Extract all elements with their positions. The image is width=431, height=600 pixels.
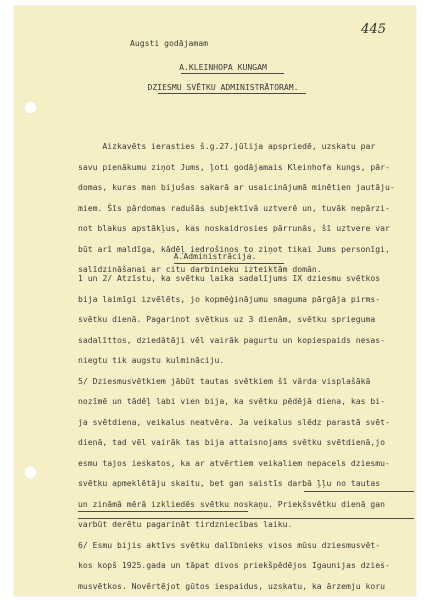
text-line: niegtu tik augstu kulmināciju. — [78, 355, 225, 365]
section-body — [78, 268, 390, 596]
underline — [174, 263, 284, 264]
text-line: bija laimīgi izvēlēts, jo kopmēģinājumu smaguma pārgāja pirms- — [78, 293, 381, 304]
greeting: Augsti godājamam — [130, 38, 208, 48]
text-line: 1 un 2/ Atzīstu, ka svētku laika sadalījums IX dziesmu svētkos — [78, 273, 381, 283]
text-line: musvētkos. Novērtējot gūtos iespaidus, uzskatu, ka ārzemju koru — [78, 580, 385, 591]
text-line: sadalīttos, dziedātāji vēl vairāk pagurtu un kopiespaids nesas- — [78, 334, 385, 345]
text-line: 5/ Dziesmusvētkiem jābūt tautas svētkiem šī vārda visplašākā — [78, 375, 371, 386]
text-line: Aizkavēts ierasties š.g.27.jūlija apspriedē, uzskatu par — [78, 141, 376, 151]
text-line: savu pienākumu ziņot Jums, ļoti godājamais Kleinhofa kungs, pār- — [78, 161, 390, 172]
underline — [78, 511, 248, 512]
text-line: not blakus apstākļus, kas noskaidrosies pārrunās, šī uztvere var — [78, 223, 390, 233]
text-line: miem. Šīs pārdomas radušās subjektīvā uztverē un, tuvāk nepārzi- — [78, 202, 390, 213]
recipient-line: A.KLEINHOPA KUNGAM — [179, 62, 267, 72]
text-line: ja svētdiena, veikalus neatvēra. Ja veikalus slēdz parastā svēt- — [78, 416, 390, 427]
text-line: domas, kuras man bijušas sakarā ar usaicinājumā minētien jautāju- — [78, 182, 395, 192]
text-line: 6/ Esmu bijis aktīvs svētku dalībnieks visos mūsu dziesmusvēt- — [78, 539, 381, 550]
recipient-title: DZIESMU SVĒTKU ADMINISTRĀTORAM. — [147, 82, 299, 92]
page-number: 445 — [361, 22, 386, 37]
underline — [304, 491, 414, 492]
document-page — [14, 6, 416, 596]
text-line: un zināmā mērā izkliedēs svētku noskaņu. Priekšsvētku dienā gan — [78, 498, 385, 509]
text-line: kos kopš 1925.gada un tāpat divos priekšpēdējos Igaunijas dzies- — [78, 560, 390, 570]
punch-hole — [24, 101, 37, 114]
text-line: esmu tajos ieskatos, ka ar atvērtiem veikaliem nepacels dziesmu- — [78, 457, 390, 468]
text-line: būt arī maldīga, kādēļ iedrošinos to ziņot tikai Jums personīgi, — [78, 243, 390, 254]
text-line: dienā, tad vēl vairāk tas bija attaisnojams svētku svētdienā,jo — [78, 437, 385, 447]
text-line: varbūt derētu pagarināt tirdzniecības laiku. — [78, 519, 293, 529]
separator — [78, 518, 414, 519]
text-line: svētku apmeklētāju skaitu, bet gan saistīs darbā ļļu no tautas — [78, 478, 381, 488]
text-line: svētku dienā. Pagarinot svētkus uz 3 dienām, svētku sprieguma — [78, 314, 376, 324]
text-line: salīdzināšanai ar citu darbinieku izteiktām domān. — [78, 264, 322, 274]
punch-hole — [24, 466, 37, 479]
underline — [158, 93, 306, 94]
section-title: A.Administrācija. — [173, 251, 257, 261]
underline — [181, 73, 284, 74]
text-line: nozīmē un tādēļ labi vien bija, ka svētku pēdējā diena, kas bi- — [78, 396, 385, 406]
